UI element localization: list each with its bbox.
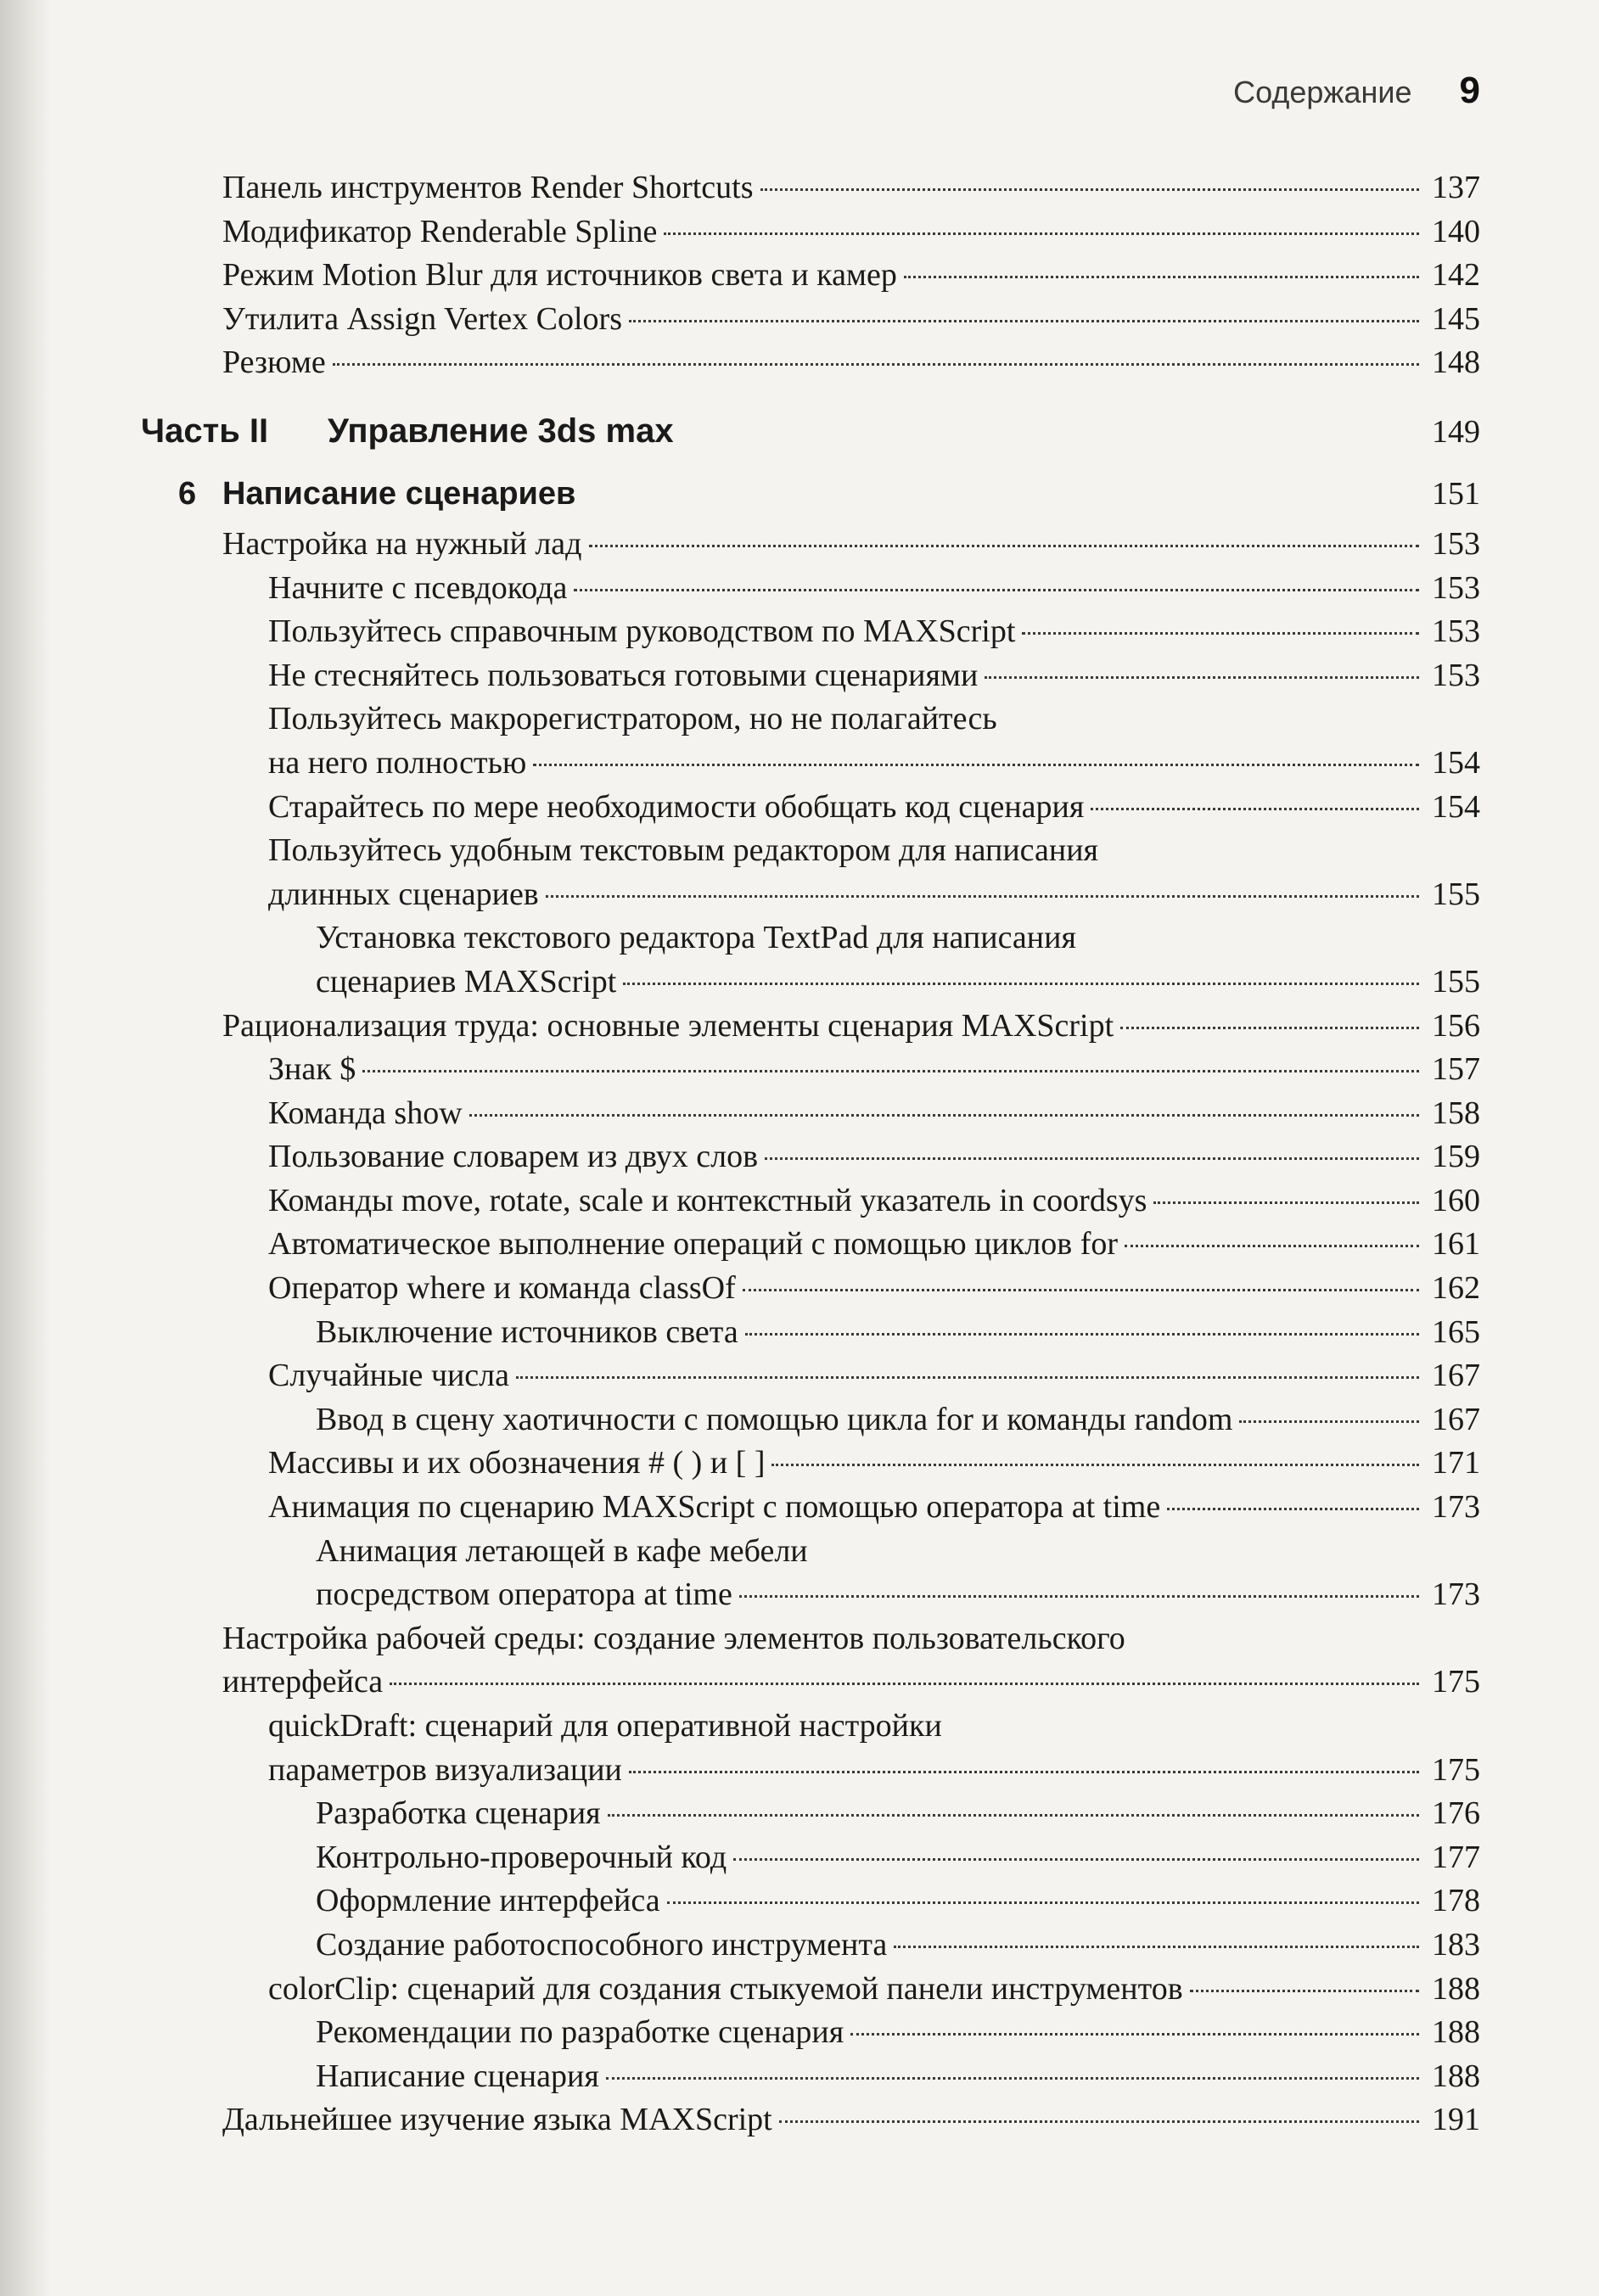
- toc-entry-title: Рационализация труда: основные элементы сценария MAXScript: [222, 1007, 1114, 1044]
- toc-entry-title: quickDraft: сценарий для оперативной настройки: [268, 1708, 942, 1744]
- dot-leader: [1022, 632, 1419, 635]
- dot-leader: [333, 363, 1419, 366]
- dot-leader: [1125, 1245, 1419, 1247]
- toc-entry: [222, 1836, 1480, 1880]
- toc-entry-title: Создание работоспособного инструмента: [316, 1926, 888, 1963]
- toc-entry: [222, 166, 1480, 210]
- dot-leader: [739, 1595, 1419, 1598]
- toc-entry: [222, 1398, 1480, 1442]
- toc-page-number: 154: [1432, 788, 1480, 825]
- part-label: Часть II: [141, 412, 269, 450]
- toc-entry: [222, 873, 1480, 917]
- toc-page-number: 161: [1432, 1226, 1480, 1263]
- toc-page-number: 157: [1432, 1051, 1480, 1088]
- toc-entry: [222, 210, 1480, 255]
- toc-entry-title: Настройка рабочей среды: создание элементов пользовательского: [222, 1620, 1125, 1656]
- toc-entry-title: Массивы и их обозначения # ( ) и [ ]: [268, 1445, 766, 1481]
- toc-entry: [222, 1660, 1480, 1705]
- toc-page-number: 167: [1432, 1358, 1480, 1394]
- dot-leader: [606, 2077, 1419, 2080]
- toc-page-number: 153: [1432, 613, 1480, 650]
- dot-leader: [608, 1814, 1419, 1817]
- toc-entry-title: Ввод в сцену хаотичности с помощью цикла for и команды random: [316, 1401, 1233, 1437]
- toc-page-number: 140: [1432, 213, 1480, 249]
- toc-entry: [222, 1486, 1480, 1530]
- toc-page-number: 153: [1432, 657, 1480, 693]
- toc-page-number: 153: [1432, 525, 1480, 562]
- toc-page-number: 151: [1432, 475, 1480, 512]
- toc-entry-title: Дальнейшее изучение языка MAXScript: [222, 2102, 772, 2138]
- toc-entry-title: Модификатор Renderable Spline: [222, 213, 658, 249]
- toc-entry: [222, 1223, 1480, 1267]
- toc-entry-title: Оператор where и команда classOf: [268, 1270, 736, 1307]
- page-edge-shadow: [0, 0, 51, 2296]
- toc-page-number: 176: [1432, 1795, 1480, 1832]
- toc-page-number: 177: [1432, 1839, 1480, 1875]
- toc-entry: [222, 1749, 1480, 1793]
- toc-entry: [222, 960, 1480, 1005]
- toc-entry-title: сценариев MAXScript: [316, 963, 617, 1000]
- toc-entry-title: Автоматическое выполнение операций с помощью циклов for: [268, 1226, 1119, 1263]
- dot-leader: [1091, 808, 1419, 810]
- toc-page-number: 155: [1432, 876, 1480, 912]
- toc-page-number: 153: [1432, 569, 1480, 606]
- dot-leader: [894, 1946, 1419, 1948]
- part-title: Управление 3ds max: [328, 412, 674, 450]
- toc-entry-title: Пользуйтесь макрорегистратором, но не полагайтесь: [268, 701, 997, 737]
- toc-page-number: 165: [1432, 1313, 1480, 1350]
- toc-page-number: 188: [1432, 2058, 1480, 2094]
- dot-leader: [516, 1376, 1419, 1379]
- toc-entry-title: Рекомендации по разработке сценария: [316, 2014, 844, 2051]
- running-header: [1233, 70, 1480, 112]
- toc-page-number: 148: [1432, 344, 1480, 381]
- toc-entry-title: Пользование словарем из двух слов: [268, 1139, 759, 1175]
- toc-page-number: 167: [1432, 1401, 1480, 1437]
- toc-entry-title: Не стесняйтесь пользоваться готовыми сценариями: [268, 657, 979, 693]
- dot-leader: [765, 1157, 1419, 1160]
- toc-entry: [222, 1048, 1480, 1092]
- dot-leader: [589, 545, 1420, 547]
- page-number: 9: [1459, 70, 1480, 111]
- toc-entry: [222, 298, 1480, 342]
- toc-page-number: 173: [1432, 1576, 1480, 1613]
- dot-leader: [623, 983, 1419, 985]
- toc-entry-title: Настройка на нужный лад: [222, 525, 582, 562]
- toc-page-number: 149: [1432, 413, 1480, 450]
- dot-leader: [1167, 1508, 1419, 1510]
- toc-page-number: 178: [1432, 1883, 1480, 1919]
- toc-page-number: 159: [1432, 1139, 1480, 1175]
- toc-entry: [222, 254, 1480, 298]
- toc-entry: [222, 2098, 1480, 2142]
- toc-entry-title: Начните с псевдокода: [268, 569, 568, 606]
- dot-leader: [533, 764, 1419, 766]
- toc-entry: [222, 2011, 1480, 2055]
- toc-page-number: 183: [1432, 1926, 1480, 1963]
- toc-entry: [222, 1924, 1480, 1968]
- toc-entry: [222, 916, 1480, 960]
- dot-leader: [743, 1289, 1419, 1291]
- toc-entry-title: Панель инструментов Render Shortcuts: [222, 170, 754, 205]
- toc-page-number: 175: [1432, 1751, 1480, 1788]
- dot-leader: [771, 1464, 1419, 1466]
- toc-entry-title: длинных сценариев: [268, 876, 539, 912]
- toc-entry: [222, 1135, 1480, 1179]
- toc-page-number: 173: [1432, 1489, 1480, 1526]
- toc-page-number: 188: [1432, 2014, 1480, 2051]
- toc-entry-title: параметров визуализации: [268, 1751, 622, 1788]
- toc-entry-title: на него полностью: [268, 744, 527, 781]
- toc-part-heading: [141, 385, 1480, 463]
- dot-leader: [546, 895, 1419, 898]
- toc-entry-title: colorClip: сценарий для создания стыкуемой панели инструментов: [268, 1970, 1183, 2007]
- toc-entry: [222, 610, 1480, 654]
- toc-entry: [222, 341, 1480, 385]
- dot-leader: [1153, 1201, 1419, 1204]
- toc-entry: [222, 786, 1480, 830]
- toc-page-number: 158: [1432, 1095, 1480, 1131]
- toc-page-number: 191: [1432, 2102, 1480, 2138]
- toc-entry-title: Анимация по сценарию MAXScript с помощью оператора at time: [268, 1489, 1161, 1526]
- toc-entry: [222, 697, 1480, 742]
- toc-page-number: 162: [1432, 1270, 1480, 1307]
- toc-entry-title: Знак $: [268, 1051, 356, 1088]
- dot-leader: [664, 232, 1419, 235]
- toc-page-number: 155: [1432, 963, 1480, 1000]
- toc-entry: [222, 1092, 1480, 1136]
- dot-leader: [469, 1114, 1419, 1117]
- toc-page-number: 142: [1432, 257, 1480, 294]
- toc-entry-title: Оформление интерфейса: [316, 1883, 660, 1919]
- toc-entry: [222, 1005, 1480, 1049]
- toc-entry: [222, 1879, 1480, 1924]
- toc-entry-title: Команды move, rotate, scale и контекстный указатель in coordsys: [268, 1182, 1147, 1218]
- toc-entry-title: Пользуйтесь справочным руководством по MAXScript: [268, 613, 1016, 650]
- toc-entry: [222, 1968, 1480, 2012]
- dot-leader: [629, 1771, 1419, 1773]
- dot-leader: [733, 1858, 1419, 1861]
- toc-entry: [222, 1311, 1480, 1355]
- toc-entry: [222, 654, 1480, 698]
- dot-leader: [1239, 1420, 1419, 1423]
- toc-entry: [222, 567, 1480, 611]
- toc-entry-title: Утилита Assign Vertex Colors: [222, 300, 622, 337]
- dot-leader: [745, 1333, 1419, 1336]
- toc-entry: [222, 2055, 1480, 2099]
- dot-leader: [904, 276, 1419, 278]
- toc-entry-title: Резюме: [222, 344, 326, 381]
- toc-entry-title: Разработка сценария: [316, 1795, 601, 1832]
- dot-leader: [390, 1683, 1419, 1685]
- table-of-contents: [141, 166, 1480, 2142]
- running-header-title: Содержание: [1233, 75, 1412, 109]
- toc-page-number: 175: [1432, 1664, 1480, 1700]
- toc-entry-title: Выключение источников света: [316, 1313, 738, 1350]
- toc-entry-title: Старайтесь по мере необходимости обобщать код сценария: [268, 788, 1085, 825]
- toc-entry-title: Случайные числа: [268, 1358, 509, 1394]
- toc-entry: [222, 1530, 1480, 1574]
- dot-leader: [629, 320, 1419, 322]
- toc-page-number: 137: [1432, 170, 1480, 205]
- dot-leader: [779, 2120, 1419, 2123]
- toc-entry: [222, 1705, 1480, 1749]
- dot-leader: [362, 1070, 1419, 1072]
- toc-chapter-heading: [178, 463, 1480, 523]
- toc-entry-title: Анимация летающей в кафе мебели: [316, 1532, 808, 1569]
- toc-entry-title: Режим Motion Blur для источников света и камер: [222, 257, 897, 294]
- dot-leader: [667, 1901, 1419, 1904]
- toc-entry-title: Установка текстового редактора TextPad для написания: [316, 920, 1076, 956]
- dot-leader: [574, 589, 1419, 591]
- toc-entry-title: Написание сценария: [316, 2058, 599, 2094]
- chapter-title: Написание сценариев: [222, 475, 576, 512]
- toc-entry-title: Контрольно-проверочный код: [316, 1839, 727, 1875]
- toc-entry: [222, 1179, 1480, 1224]
- toc-page-number: 188: [1432, 1970, 1480, 2007]
- toc-entry: [222, 742, 1480, 786]
- toc-entry: [222, 829, 1480, 873]
- toc-entry-title: Команда show: [268, 1095, 463, 1131]
- toc-entry: [222, 1354, 1480, 1398]
- toc-page-number: 171: [1432, 1445, 1480, 1481]
- dot-leader: [1120, 1027, 1419, 1029]
- toc-page-number: 154: [1432, 744, 1480, 781]
- toc-entry: [222, 1792, 1480, 1836]
- toc-page-number: 156: [1432, 1007, 1480, 1044]
- toc-entry-title: интерфейса: [222, 1664, 384, 1700]
- toc-entry: [222, 1573, 1480, 1617]
- toc-page-number: 160: [1432, 1182, 1480, 1218]
- toc-entry-title: посредством оператора at time: [316, 1576, 732, 1613]
- dot-leader: [985, 676, 1419, 679]
- dot-leader: [1190, 1990, 1419, 1992]
- dot-leader: [850, 2033, 1419, 2036]
- toc-entry: [222, 1267, 1480, 1311]
- chapter-number: 6: [178, 475, 197, 512]
- toc-entry: [222, 1617, 1480, 1661]
- toc-entry: [222, 523, 1480, 567]
- toc-entry-title: Пользуйтесь удобным текстовым редактором для написания: [268, 832, 1099, 869]
- dot-leader: [760, 188, 1420, 191]
- toc-entry: [222, 1442, 1480, 1486]
- toc-page-number: 145: [1432, 300, 1480, 337]
